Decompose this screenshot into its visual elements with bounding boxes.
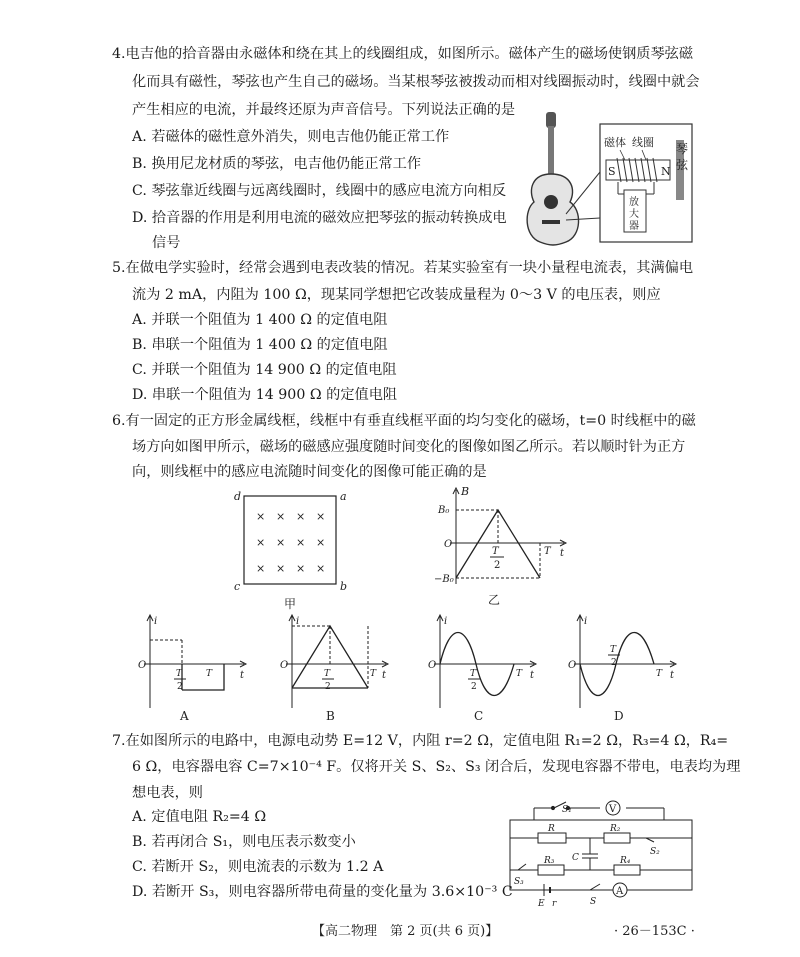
resistor-r (538, 833, 566, 843)
q5-option-a: A. 并联一个阻值为 1 400 Ω 的定值电阻 (132, 312, 388, 328)
square-loop-figure (230, 488, 350, 616)
t-period-label: T (544, 546, 551, 557)
q4-option-c: C. 琴弦靠近线圈与远离线圈时，线圈中的感应电流方向相反 (132, 183, 507, 199)
b0-label: B₀ (438, 505, 450, 516)
fig-jia-caption: 甲 (284, 597, 297, 611)
t-axis-label: t (670, 670, 675, 681)
corner-b: b (340, 580, 348, 593)
q5-option-d: D. 串联一个阻值为 14 900 Ω 的定值电阻 (132, 387, 398, 403)
magnet-n: N (661, 165, 671, 178)
circuit-diagram (504, 798, 700, 910)
string-label-1: 琴 (676, 142, 689, 156)
q7-option-c: C. 若断开 S₂，则电流表的示数为 1.2 A (132, 859, 384, 875)
t-period-label: T (206, 669, 213, 679)
resistor-r3 (538, 865, 564, 875)
r4-label: R₄ (620, 856, 631, 866)
half-t-num: T (492, 546, 499, 557)
q7-line-3: 想电表，则 (132, 785, 203, 801)
t-axis-label: t (530, 670, 535, 681)
graph-option-b (282, 612, 392, 724)
q5-line-2: 流为 2 mA，内阻为 100 Ω，现某同学想把它改装成量程为 0～3 V 的电压表，则应 (132, 287, 661, 303)
neg-b0-label: −B₀ (434, 574, 454, 585)
footer-page-info: 【高二物理 第 2 页(共 6 页)】 (312, 924, 499, 939)
r3-label: R₃ (544, 856, 555, 866)
t-period-label: T (516, 669, 523, 679)
svg-text:×: × (316, 510, 326, 523)
r-label: R (548, 824, 555, 834)
q6-line-2: 场方向如图甲所示，磁场的磁感应强度随时间变化的图像如图乙所示。若以顺时针为正方 (132, 439, 686, 455)
svg-text:×: × (316, 536, 326, 549)
q7-line-1: 7.在如图所示的电路中，电源电动势 E=12 V，内阻 r=2 Ω，定值电阻 R₁=2 Ω，R₃=4 Ω，R₄= (112, 733, 729, 749)
half-t-den: 2 (471, 682, 477, 692)
q5-line-1: 5.在做电学实验时，经常会遇到电表改装的情况。若某实验室有一块小量程电流表，其满偏电 (112, 260, 694, 276)
svg-text:×: × (256, 510, 266, 523)
t-label: t (560, 548, 565, 559)
resistor-r4 (614, 865, 640, 875)
outer-loop (510, 820, 692, 890)
t-axis-label: t (240, 670, 245, 681)
internal-r-label: r (552, 899, 557, 909)
i-axis-label: i (584, 616, 588, 627)
half-t-den: 2 (325, 682, 331, 692)
footer-code: · 26－153C · (614, 924, 695, 939)
q5-option-c: C. 并联一个阻值为 14 900 Ω 的定值电阻 (132, 362, 397, 378)
current-curve (182, 664, 224, 690)
switch-s (590, 884, 600, 890)
origin-label: O (568, 660, 577, 671)
svg-text:×: × (296, 510, 306, 523)
q4-line-2: 化而具有磁性，琴弦也产生自己的磁场。当某根琴弦被拨动而相对线圈振动时，线圈中就会 (132, 74, 700, 90)
t-period-label: T (656, 669, 663, 679)
q7-option-d: D. 若断开 S₃，则电容器所带电荷量的变化量为 3.6×10⁻³ C (132, 884, 513, 900)
origin-label: O (280, 660, 289, 671)
corner-d: d (234, 490, 242, 503)
q7-option-b: B. 若再闭合 S₁，则电压表示数变小 (132, 834, 356, 850)
i-axis-label: i (154, 616, 158, 627)
amp-char-1: 放 (629, 197, 639, 208)
graph-option-a (140, 612, 250, 724)
q4-option-a: A. 若磁体的磁性意外消失，则电吉他仍能正常工作 (132, 129, 450, 145)
svg-text:×: × (276, 562, 286, 575)
graph-option-c (430, 612, 540, 724)
svg-text:×: × (296, 562, 306, 575)
svg-text:×: × (296, 536, 306, 549)
q7-line-2: 6 Ω，电容器电容 C=7×10⁻⁴ F。仅将开关 S、S₂、S₃ 闭合后，发现电容器不带电，电表均为理 (132, 759, 741, 775)
half-t-num: T (176, 669, 183, 679)
guitar-illustration (527, 112, 578, 245)
magnet-label: 磁体 (604, 136, 626, 149)
graph-option-d (570, 612, 680, 724)
half-t-num: T (610, 645, 617, 655)
string-label-2: 弦 (676, 158, 689, 172)
origin-label: O (428, 660, 437, 671)
s2-label: S₂ (650, 847, 660, 857)
magnet-s: S (608, 165, 616, 178)
switch-s2 (646, 838, 654, 842)
ammeter-label: A (616, 886, 624, 897)
guitar-pickup-figure (520, 110, 695, 250)
half-t-den: 2 (494, 560, 501, 571)
svg-text:×: × (316, 562, 326, 575)
option-b-label: B (326, 709, 335, 723)
svg-text:×: × (256, 536, 266, 549)
svg-text:×: × (276, 510, 286, 523)
q5-option-b: B. 串联一个阻值为 1 400 Ω 的定值电阻 (132, 337, 388, 353)
half-t-num: T (470, 669, 477, 679)
q6-line-1: 6.有一固定的正方形金属线框，线框中有垂直线框平面的均匀变化的磁场，t=0 时线框中的磁 (112, 413, 696, 429)
option-d-label: D (614, 709, 624, 723)
i-axis-label: i (444, 616, 448, 627)
svg-text:×: × (276, 536, 286, 549)
q4-line-1: 4.电吉他的拾音器由永磁体和绕在其上的线圈组成，如图所示。磁体产生的磁场使钢质琴弦磁 (112, 46, 694, 62)
svg-text:×: × (256, 562, 266, 575)
voltmeter-label: V (609, 804, 617, 815)
t-axis-label: t (382, 670, 387, 681)
coil-label: 线圈 (632, 136, 654, 149)
half-t-num: T (324, 669, 331, 679)
corner-a: a (340, 490, 347, 503)
field-crosses (256, 510, 325, 575)
q6-line-3: 向，则线框中的感应电流随时间变化的图像可能正确的是 (132, 464, 487, 480)
half-t-den: 2 (611, 658, 617, 668)
corner-c: c (234, 580, 241, 593)
resistor-r2 (604, 833, 630, 843)
switch-s3 (518, 864, 526, 870)
b-axis-label: B (461, 485, 470, 498)
t-period-label: T (370, 669, 377, 679)
fig-yi-caption: 乙 (488, 593, 501, 607)
amp-char-2: 大 (629, 209, 639, 220)
half-t-den: 2 (177, 682, 183, 692)
s-label: S (590, 897, 597, 907)
c-label: C (572, 853, 579, 863)
s1-label: S₁ (562, 805, 572, 815)
s3-label: S₃ (514, 877, 524, 887)
q4-option-b: B. 换用尼龙材质的琴弦，电吉他仍能正常工作 (132, 156, 422, 172)
r2-label: R₂ (610, 824, 621, 834)
q4-line-3: 产生相应的电流，并最终还原为声音信号。下列说法正确的是 (132, 102, 516, 118)
i-axis-label: i (296, 616, 300, 627)
option-c-label: C (474, 709, 484, 723)
origin-label: O (138, 660, 147, 671)
option-a-label: A (180, 709, 189, 723)
q7-option-a: A. 定值电阻 R₂=4 Ω (132, 809, 267, 825)
origin-label: O (444, 539, 453, 550)
e-label: E (538, 899, 545, 909)
amp-char-3: 器 (629, 221, 639, 232)
q4-option-d: D. 拾音器的作用是利用电流的磁效应把琴弦的振动转换成电 (132, 210, 507, 226)
b-t-graph (424, 484, 574, 612)
q4-option-d-cont: 信号 (152, 235, 181, 251)
